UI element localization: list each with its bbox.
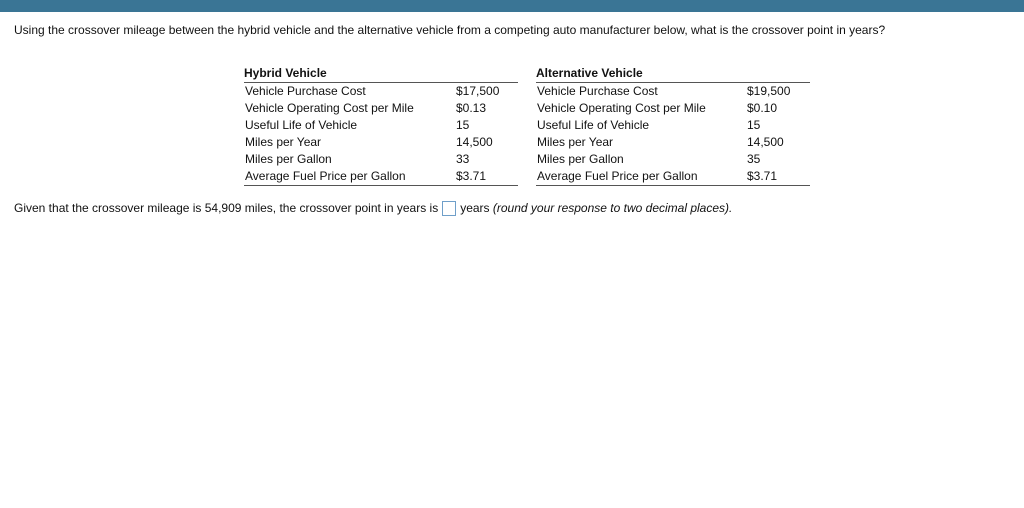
row-label: Miles per Year bbox=[537, 135, 614, 149]
row-label: Miles per Gallon bbox=[245, 152, 332, 166]
table-row bbox=[244, 100, 518, 117]
row-value: 35 bbox=[747, 152, 761, 166]
row-value: 33 bbox=[456, 152, 470, 166]
table-row bbox=[244, 151, 518, 168]
row-label: Vehicle Purchase Cost bbox=[537, 84, 658, 98]
row-label: Vehicle Operating Cost per Mile bbox=[245, 101, 414, 115]
row-label: Miles per Year bbox=[245, 135, 322, 149]
row-label: Average Fuel Price per Gallon bbox=[245, 169, 406, 183]
alternative-table-header: Alternative Vehicle bbox=[536, 65, 810, 83]
row-label: Miles per Gallon bbox=[537, 152, 624, 166]
table-row bbox=[536, 100, 810, 117]
table-row bbox=[536, 117, 810, 134]
alternative-vehicle-table bbox=[536, 65, 810, 186]
row-value: 14,500 bbox=[747, 135, 784, 149]
table-row bbox=[536, 151, 810, 168]
row-value: 15 bbox=[747, 118, 761, 132]
table-row bbox=[536, 134, 810, 151]
row-value: 14,500 bbox=[456, 135, 493, 149]
hybrid-table-header: Hybrid Vehicle bbox=[244, 65, 518, 83]
table-row bbox=[536, 168, 810, 186]
row-label: Vehicle Operating Cost per Mile bbox=[537, 101, 706, 115]
row-label: Vehicle Purchase Cost bbox=[245, 84, 366, 98]
table-row bbox=[244, 134, 518, 151]
answer-sentence bbox=[14, 200, 732, 216]
row-label: Useful Life of Vehicle bbox=[537, 118, 650, 132]
answer-input[interactable] bbox=[442, 201, 456, 216]
table-row bbox=[244, 83, 518, 100]
table-row bbox=[244, 168, 518, 186]
table-row bbox=[244, 117, 518, 134]
row-value: 15 bbox=[456, 118, 470, 132]
hybrid-vehicle-table bbox=[244, 65, 518, 186]
answer-unit: years bbox=[460, 201, 490, 215]
table-row bbox=[536, 83, 810, 100]
row-value: $0.10 bbox=[747, 101, 778, 115]
row-value: $17,500 bbox=[456, 84, 500, 98]
row-label: Useful Life of Vehicle bbox=[245, 118, 358, 132]
row-value: $0.13 bbox=[456, 101, 487, 115]
answer-prefix: Given that the crossover mileage is 54,909 miles, the crossover point in years is bbox=[14, 201, 439, 215]
row-value: $3.71 bbox=[456, 169, 487, 183]
row-label: Average Fuel Price per Gallon bbox=[537, 169, 698, 183]
question-text: Using the crossover mileage between the hybrid vehicle and the alternative vehicle from a competing auto manufacturer below, what is the crossover point in years? bbox=[14, 23, 886, 37]
top-banner bbox=[0, 0, 1024, 12]
row-value: $19,500 bbox=[747, 84, 791, 98]
answer-note: (round your response to two decimal places). bbox=[492, 201, 733, 215]
row-value: $3.71 bbox=[747, 169, 778, 183]
